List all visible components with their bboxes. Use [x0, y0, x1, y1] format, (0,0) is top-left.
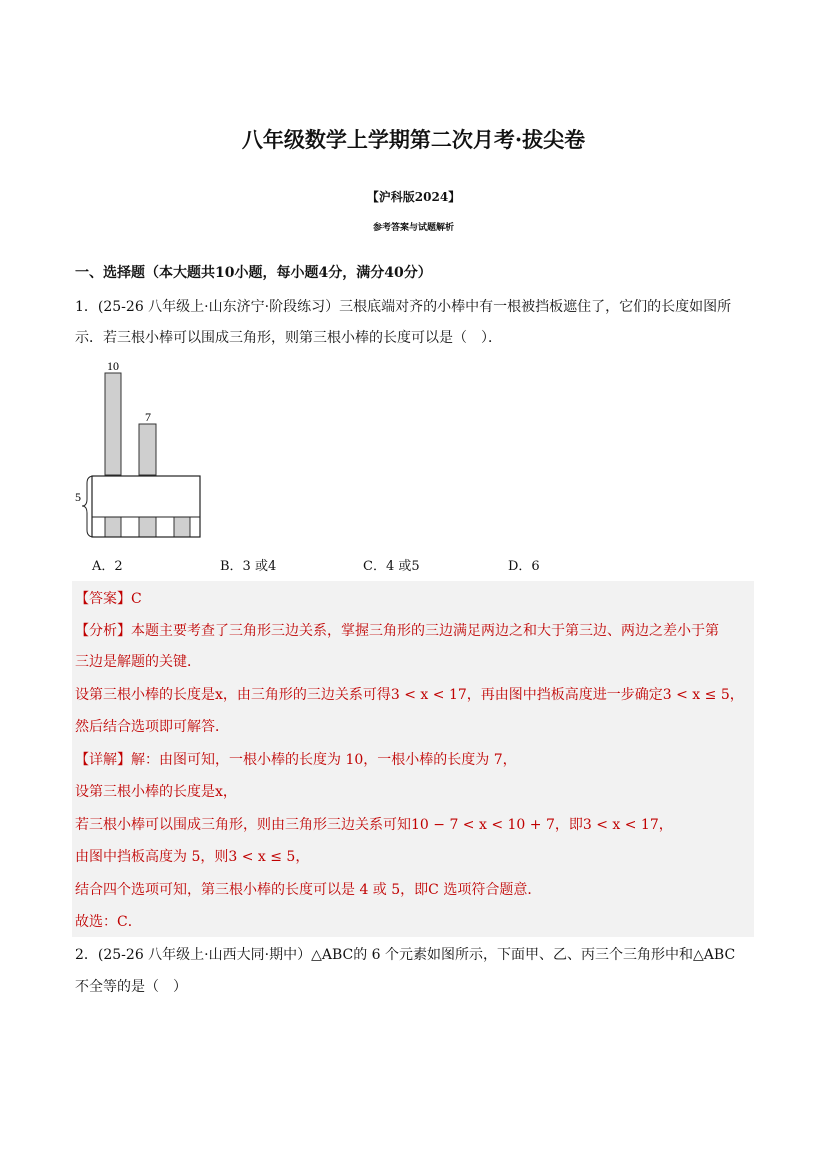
- option-a[interactable]: A．2: [92, 559, 123, 574]
- question-1-text-line-2: 示．若三根小棒可以围成三角形，则第三根小棒的长度可以是（ ）．: [75, 330, 502, 346]
- option-d[interactable]: D．6: [508, 559, 540, 574]
- detail-line-1: 【详解】解：由图可知，一根小棒的长度为 10，一根小棒的长度为 7，: [75, 752, 517, 768]
- label-7: 7: [145, 410, 151, 424]
- section-heading: 一、选择题（本大题共10小题，每小题4分，满分40分）: [75, 265, 432, 281]
- edition-label: 【沪科版2024】: [366, 190, 461, 204]
- label-10: 10: [107, 359, 119, 373]
- stick-7: [139, 424, 156, 475]
- analysis-line-1: 【分析】本题主要考查了三角形三边关系，掌握三角形的三边满足两边之和大于第三边、两边之差小于第: [75, 623, 719, 639]
- label-5: 5: [75, 490, 81, 504]
- question-1-text-line-1: 1．(25-26 八年级上·山东济宁·阶段练习）三根底端对齐的小棒中有一根被挡板遮住了，它们的长度如图所: [75, 299, 732, 315]
- detail-line-4: 由图中挡板高度为 5，则3 < x ≤ 5，: [75, 849, 310, 865]
- analysis-line-3: 设第三根小棒的长度是x，由三角形的三边关系可得3 < x < 17，再由图中挡板高度进一步确定3 < x ≤ 5，: [75, 687, 744, 703]
- option-b[interactable]: B．3 或4: [220, 559, 277, 574]
- stick-bottom-1: [105, 517, 121, 537]
- question-2-text-line-1: 2．(25-26 八年级上·山西大同·期中）△ABC的 6 个元素如图所示，下面甲、乙、丙三个三角形中和△ABC: [75, 947, 736, 963]
- detail-line-2: 设第三根小棒的长度是x，: [75, 784, 237, 800]
- answer-line: 【答案】C: [75, 591, 142, 607]
- stick-10: [105, 373, 121, 475]
- analysis-line-4: 然后结合选项即可解答．: [75, 719, 229, 735]
- detail-line-3: 若三根小棒可以围成三角形，则由三角形三边关系可知10 − 7 < x < 10 + 7，即3 < x < 17，: [75, 817, 673, 833]
- analysis-line-2: 三边是解题的关键．: [75, 654, 201, 670]
- detail-line-6: 故选：C．: [75, 914, 142, 930]
- page-title: 八年级数学上学期第二次月考·拔尖卷: [241, 127, 586, 152]
- option-c[interactable]: C．4 或5: [363, 559, 420, 574]
- sticks-figure: [70, 355, 210, 545]
- stick-bottom-3: [174, 517, 190, 537]
- page-subtitle: 参考答案与试题解析: [372, 223, 454, 233]
- question-2-text-line-2: 不全等的是（ ）: [75, 979, 187, 995]
- stick-bottom-2: [139, 517, 156, 537]
- detail-line-5: 结合四个选项可知，第三根小棒的长度可以是 4 或 5，即C 选项符合题意．: [75, 882, 542, 898]
